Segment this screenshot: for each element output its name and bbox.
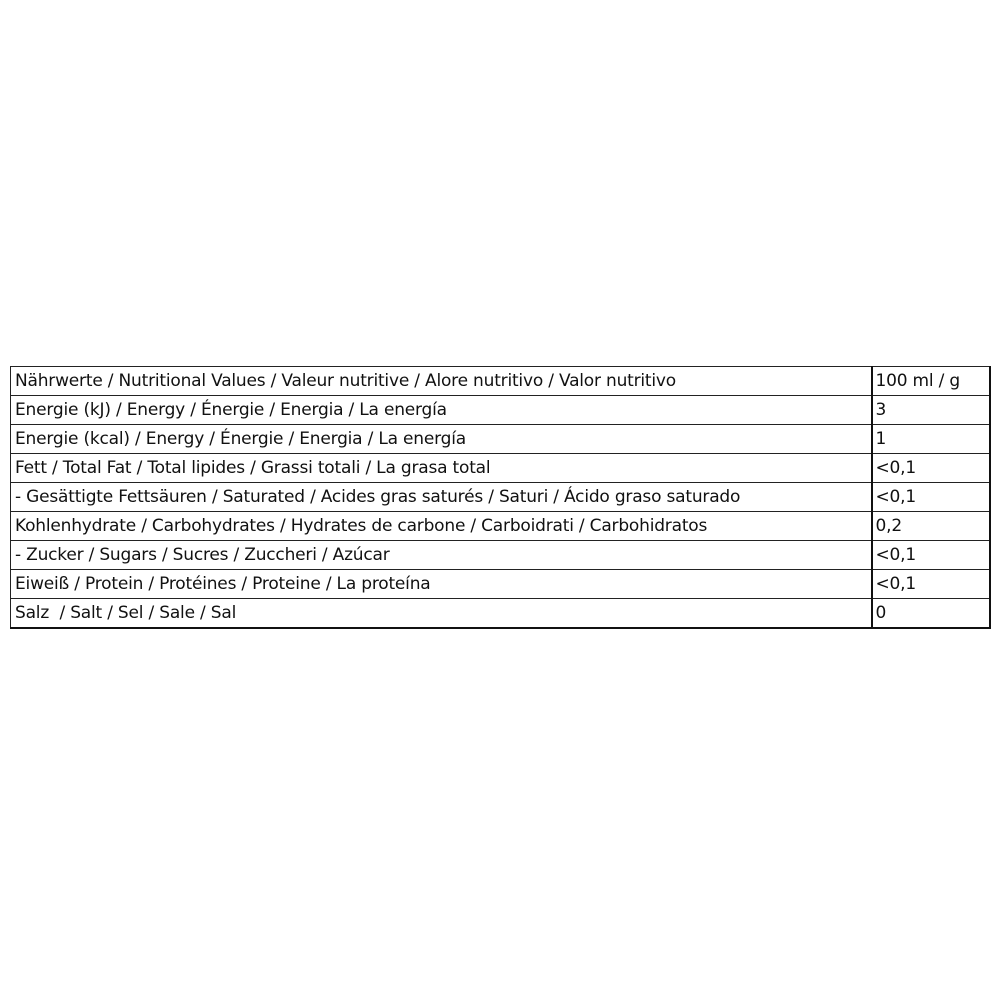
nutrient-label: Kohlenhydrate / Carbohydrates / Hydrates de carbone / Carboidrati / Carbohidratos [11,512,872,541]
header-value-cell: 100 ml / g [872,367,990,396]
table-header-row [11,367,990,396]
nutrient-label: Eiweiß / Protein / Protéines / Proteine / La proteína [11,570,872,599]
nutrient-label: Salz / Salt / Sel / Sale / Sal [11,599,872,629]
nutrient-label: - Gesättigte Fettsäuren / Saturated / Acides gras saturés / Saturi / Ácido graso saturado [11,483,872,512]
nutrient-label: Energie (kJ) / Energy / Énergie / Energia / La energía [11,396,872,425]
table-row [11,454,990,483]
table-row [11,483,990,512]
nutrient-label: - Zucker / Sugars / Sucres / Zuccheri / Azúcar [11,541,872,570]
nutrient-value: <0,1 [872,483,990,512]
nutrition-table [10,366,991,629]
table-row [11,599,990,629]
table-row [11,425,990,454]
nutrient-label: Fett / Total Fat / Total lipides / Grassi totali / La grasa total [11,454,872,483]
nutrient-value: 3 [872,396,990,425]
nutrient-value: <0,1 [872,541,990,570]
nutrient-value: 0 [872,599,990,629]
table-row [11,570,990,599]
nutrient-value: 1 [872,425,990,454]
nutrient-value: <0,1 [872,454,990,483]
header-label-cell: Nährwerte / Nutritional Values / Valeur nutritive / Alore nutritivo / Valor nutritivo [11,367,872,396]
table-row [11,396,990,425]
table-row [11,512,990,541]
nutrient-value: 0,2 [872,512,990,541]
nutrient-value: <0,1 [872,570,990,599]
nutrient-label: Energie (kcal) / Energy / Énergie / Energia / La energía [11,425,872,454]
table-row [11,541,990,570]
